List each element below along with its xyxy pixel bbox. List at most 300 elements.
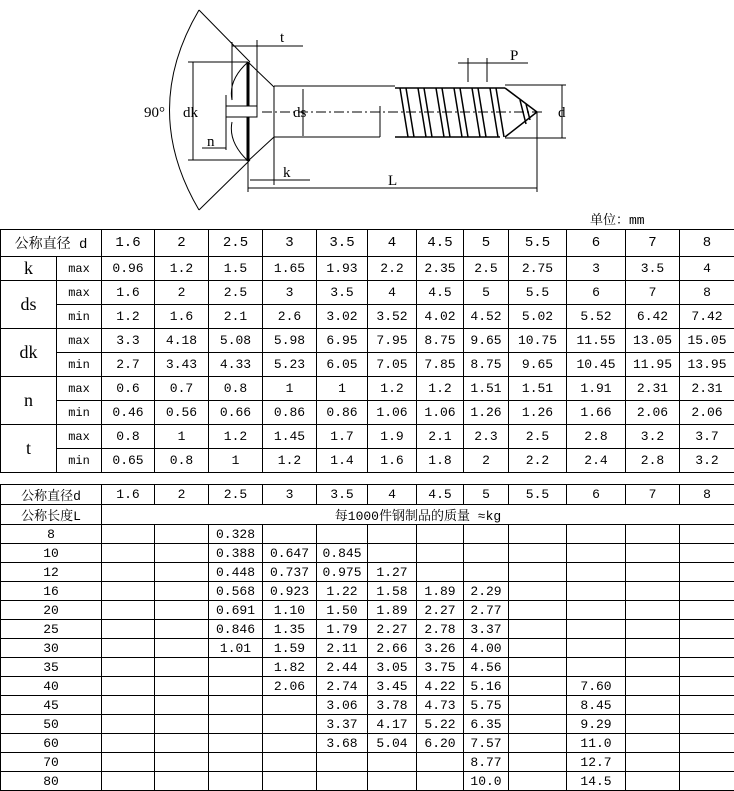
value-cell: 4.02 (417, 305, 464, 329)
value-cell: 1.66 (567, 401, 626, 425)
value-cell: 3.3 (102, 329, 155, 353)
value-cell: 7.95 (368, 329, 417, 353)
header-row (1, 230, 734, 257)
mass-cell (155, 563, 209, 582)
param-label: dk (1, 329, 57, 377)
table-row (1, 715, 734, 734)
mass-cell (209, 715, 263, 734)
value-cell: 1.8 (417, 449, 464, 473)
length-cell: 60 (1, 734, 102, 753)
value-cell: 1.51 (464, 377, 509, 401)
value-cell: 2 (155, 281, 209, 305)
value-cell: 0.8 (155, 449, 209, 473)
value-cell: 1.26 (509, 401, 567, 425)
table-row (1, 772, 734, 791)
table-row (1, 696, 734, 715)
mass-cell: 2.78 (417, 620, 464, 639)
length-cell: 8 (1, 525, 102, 544)
mass-cell (626, 658, 680, 677)
length-cell: 16 (1, 582, 102, 601)
mass-cell (155, 715, 209, 734)
mass-cell: 1.82 (263, 658, 317, 677)
param-label: k (1, 257, 57, 281)
mass-cell: 3.26 (417, 639, 464, 658)
mass-cell: 1.58 (368, 582, 417, 601)
mass-cell (368, 525, 417, 544)
value-cell: 2.06 (680, 401, 734, 425)
limit-label: min (57, 449, 102, 473)
mass-cell (102, 544, 155, 563)
mass-cell (209, 772, 263, 791)
value-cell: 9.65 (509, 353, 567, 377)
mass-cell (626, 582, 680, 601)
mass-cell (626, 525, 680, 544)
l-label: L (388, 173, 397, 189)
value-cell: 2.35 (417, 257, 464, 281)
value-cell: 3.5 (317, 281, 368, 305)
mass-cell (567, 525, 626, 544)
mass-cell (102, 753, 155, 772)
value-cell: 1 (263, 377, 317, 401)
length-cell: 50 (1, 715, 102, 734)
mass-cell: 3.45 (368, 677, 417, 696)
diameter-cell: 8 (680, 485, 734, 505)
mass-cell (567, 620, 626, 639)
value-cell: 0.46 (102, 401, 155, 425)
mass-cell (102, 563, 155, 582)
mass-cell (102, 620, 155, 639)
value-cell: 2.6 (263, 305, 317, 329)
mass-cell (263, 696, 317, 715)
value-cell: 0.86 (263, 401, 317, 425)
mass-cell: 1.22 (317, 582, 368, 601)
mass-cell (368, 772, 417, 791)
param-label: n (1, 377, 57, 425)
value-cell: 1.06 (368, 401, 417, 425)
value-cell: 4 (368, 281, 417, 305)
value-cell: 9.65 (464, 329, 509, 353)
value-cell: 0.66 (209, 401, 263, 425)
limit-label: max (57, 329, 102, 353)
mass-cell: 1.35 (263, 620, 317, 639)
diameter-cell: 7 (626, 230, 680, 257)
mass-cell (209, 696, 263, 715)
mass-cell (263, 753, 317, 772)
mass-cell (102, 715, 155, 734)
header-label: 公称直径 d (1, 230, 102, 257)
mass-cell: 2.66 (368, 639, 417, 658)
mass-cell (680, 696, 734, 715)
value-cell: 2.2 (509, 449, 567, 473)
header-row (1, 485, 734, 505)
mass-cell (263, 715, 317, 734)
slot (226, 106, 257, 117)
value-cell: 2.2 (368, 257, 417, 281)
mass-cell (155, 696, 209, 715)
mass-cell (567, 639, 626, 658)
value-cell: 1.93 (317, 257, 368, 281)
value-cell: 1.2 (417, 377, 464, 401)
mass-cell (509, 772, 567, 791)
mass-cell (102, 601, 155, 620)
mass-cell: 3.06 (317, 696, 368, 715)
value-cell: 2 (464, 449, 509, 473)
mass-cell (567, 658, 626, 677)
dimensions-table (0, 229, 734, 473)
unit-label: 单位：mm (590, 209, 645, 228)
diameter-cell: 2 (155, 230, 209, 257)
value-cell: 2.5 (509, 425, 567, 449)
length-cell: 25 (1, 620, 102, 639)
table-row (1, 281, 734, 305)
dk-label: dk (183, 105, 199, 121)
value-cell: 1.26 (464, 401, 509, 425)
mass-cell: 3.68 (317, 734, 368, 753)
value-cell: 3.02 (317, 305, 368, 329)
value-cell: 2.31 (626, 377, 680, 401)
mass-cell: 7.60 (567, 677, 626, 696)
mass-cell: 1.50 (317, 601, 368, 620)
diameter-cell: 6 (567, 485, 626, 505)
mass-cell (509, 639, 567, 658)
value-cell: 5.23 (263, 353, 317, 377)
value-cell: 2.8 (567, 425, 626, 449)
table-row (1, 753, 734, 772)
mass-cell: 1.01 (209, 639, 263, 658)
value-cell: 2.3 (464, 425, 509, 449)
mass-cell (417, 563, 464, 582)
table-row (1, 544, 734, 563)
mass-cell: 2.11 (317, 639, 368, 658)
value-cell: 1.7 (317, 425, 368, 449)
mass-cell (102, 639, 155, 658)
limit-label: max (57, 257, 102, 281)
mass-cell: 3.75 (417, 658, 464, 677)
mass-cell: 10.0 (464, 772, 509, 791)
mass-cell (680, 544, 734, 563)
table-row (1, 377, 734, 401)
value-cell: 5.02 (509, 305, 567, 329)
value-cell: 15.05 (680, 329, 734, 353)
value-cell: 2.1 (209, 305, 263, 329)
diameter-cell: 2.5 (209, 230, 263, 257)
angle-label: 90° (144, 105, 165, 121)
mass-cell (155, 677, 209, 696)
table-row (1, 329, 734, 353)
mass-cell (509, 715, 567, 734)
mass-cell: 5.22 (417, 715, 464, 734)
mass-cell (680, 677, 734, 696)
table-row (1, 658, 734, 677)
mass-cell (680, 715, 734, 734)
value-cell: 13.05 (626, 329, 680, 353)
mass-cell (263, 772, 317, 791)
mass-cell: 4.22 (417, 677, 464, 696)
mass-cell (209, 753, 263, 772)
mass-cell (209, 734, 263, 753)
mass-cell (102, 525, 155, 544)
mass-cell (509, 620, 567, 639)
length-cell: 80 (1, 772, 102, 791)
p-label: P (510, 48, 518, 64)
value-cell: 0.96 (102, 257, 155, 281)
value-cell: 1 (317, 377, 368, 401)
diameter-cell: 4.5 (417, 485, 464, 505)
value-cell: 0.86 (317, 401, 368, 425)
mass-cell: 6.35 (464, 715, 509, 734)
value-cell: 7 (626, 281, 680, 305)
value-cell: 7.85 (417, 353, 464, 377)
value-cell: 3 (263, 281, 317, 305)
mass-cell: 3.05 (368, 658, 417, 677)
mass-cell (102, 658, 155, 677)
diameter-cell: 6 (567, 230, 626, 257)
mass-cell: 3.78 (368, 696, 417, 715)
mass-cell (155, 772, 209, 791)
mass-cell (317, 525, 368, 544)
table-row (1, 582, 734, 601)
value-cell: 4.52 (464, 305, 509, 329)
mass-cell (464, 563, 509, 582)
value-cell: 1.2 (209, 425, 263, 449)
mass-cell (626, 563, 680, 582)
value-cell: 3.5 (626, 257, 680, 281)
limit-label: min (57, 353, 102, 377)
diameter-cell: 3.5 (317, 230, 368, 257)
param-label: ds (1, 281, 57, 329)
table-row (1, 734, 734, 753)
mass-cell: 5.16 (464, 677, 509, 696)
diameter-cell: 3 (263, 485, 317, 505)
value-cell: 2.31 (680, 377, 734, 401)
value-cell: 0.56 (155, 401, 209, 425)
mass-cell: 8.77 (464, 753, 509, 772)
value-cell: 10.45 (567, 353, 626, 377)
limit-label: min (57, 401, 102, 425)
limit-label: max (57, 281, 102, 305)
value-cell: 2.5 (464, 257, 509, 281)
mass-cell (509, 544, 567, 563)
mass-cell: 2.29 (464, 582, 509, 601)
value-cell: 7.42 (680, 305, 734, 329)
length-cell: 12 (1, 563, 102, 582)
value-cell: 1.2 (155, 257, 209, 281)
value-cell: 1.6 (368, 449, 417, 473)
limit-label: min (57, 305, 102, 329)
mass-cell: 8.45 (567, 696, 626, 715)
mass-cell (626, 601, 680, 620)
table-row (1, 563, 734, 582)
limit-label: max (57, 425, 102, 449)
mass-cell: 0.923 (263, 582, 317, 601)
mass-cell: 1.89 (368, 601, 417, 620)
mass-cell (368, 753, 417, 772)
mass-cell (626, 544, 680, 563)
mass-cell (155, 525, 209, 544)
value-cell: 1.45 (263, 425, 317, 449)
mass-cell (209, 677, 263, 696)
mass-cell (417, 772, 464, 791)
k-label: k (283, 165, 291, 181)
mass-cell (680, 734, 734, 753)
d-label: d (558, 105, 566, 121)
mass-cell (102, 772, 155, 791)
value-cell: 4 (680, 257, 734, 281)
mass-cell (102, 734, 155, 753)
table-row (1, 353, 734, 377)
diameter-cell: 5.5 (509, 485, 567, 505)
value-cell: 0.65 (102, 449, 155, 473)
table-row (1, 401, 734, 425)
value-cell: 2.7 (102, 353, 155, 377)
caption-row (1, 505, 734, 525)
mass-cell (567, 563, 626, 582)
mass-cell: 0.737 (263, 563, 317, 582)
value-cell: 11.95 (626, 353, 680, 377)
mass-cell: 14.5 (567, 772, 626, 791)
mass-cell (626, 715, 680, 734)
mass-cell (155, 753, 209, 772)
mass-cell (680, 772, 734, 791)
value-cell: 1.6 (155, 305, 209, 329)
value-cell: 3.52 (368, 305, 417, 329)
mass-cell (509, 677, 567, 696)
mass-cell (509, 601, 567, 620)
value-cell: 3 (567, 257, 626, 281)
diameter-cell: 8 (680, 230, 734, 257)
mass-cell: 7.57 (464, 734, 509, 753)
value-cell: 3.7 (680, 425, 734, 449)
value-cell: 5.08 (209, 329, 263, 353)
table-row (1, 639, 734, 658)
mass-cell (567, 544, 626, 563)
length-cell: 45 (1, 696, 102, 715)
value-cell: 5.98 (263, 329, 317, 353)
table-row (1, 525, 734, 544)
value-cell: 4.18 (155, 329, 209, 353)
mass-cell (680, 582, 734, 601)
mass-cell (567, 582, 626, 601)
mass-cell (680, 563, 734, 582)
param-label: t (1, 425, 57, 473)
mass-cell (626, 620, 680, 639)
length-cell: 40 (1, 677, 102, 696)
table-row (1, 449, 734, 473)
length-label: 公称长度L (1, 505, 102, 525)
mass-cell: 4.17 (368, 715, 417, 734)
mass-cell (155, 639, 209, 658)
value-cell: 1.6 (102, 281, 155, 305)
mass-cell: 4.56 (464, 658, 509, 677)
mass-cell (263, 734, 317, 753)
diameter-cell: 1.6 (102, 230, 155, 257)
mass-cell (263, 525, 317, 544)
value-cell: 1.2 (263, 449, 317, 473)
value-cell: 1.65 (263, 257, 317, 281)
value-cell: 3.43 (155, 353, 209, 377)
value-cell: 1.5 (209, 257, 263, 281)
mass-cell (368, 544, 417, 563)
mass-cell (155, 582, 209, 601)
mass-cell (417, 753, 464, 772)
value-cell: 10.75 (509, 329, 567, 353)
mass-cell (626, 753, 680, 772)
mass-cell (509, 696, 567, 715)
mass-cell (509, 525, 567, 544)
mass-cell (155, 544, 209, 563)
value-cell: 8.75 (464, 353, 509, 377)
mass-cell: 0.328 (209, 525, 263, 544)
mass-cell (509, 658, 567, 677)
mass-caption: 每1000件钢制品的质量 ≈kg (102, 505, 734, 525)
value-cell: 5 (464, 281, 509, 305)
value-cell: 3.2 (680, 449, 734, 473)
mass-cell (680, 753, 734, 772)
mass-cell (155, 658, 209, 677)
length-cell: 70 (1, 753, 102, 772)
mass-cell: 1.27 (368, 563, 417, 582)
diameter-cell: 2 (155, 485, 209, 505)
mass-cell: 5.75 (464, 696, 509, 715)
mass-cell: 12.7 (567, 753, 626, 772)
value-cell: 8.75 (417, 329, 464, 353)
mass-cell (680, 658, 734, 677)
mass-cell: 0.691 (209, 601, 263, 620)
mass-cell (509, 753, 567, 772)
mass-cell (155, 601, 209, 620)
diameter-cell: 1.6 (102, 485, 155, 505)
value-cell: 2.1 (417, 425, 464, 449)
diameter-cell: 5 (464, 230, 509, 257)
value-cell: 11.55 (567, 329, 626, 353)
mass-cell (155, 620, 209, 639)
value-cell: 1.06 (417, 401, 464, 425)
mass-cell: 0.846 (209, 620, 263, 639)
mass-cell: 2.77 (464, 601, 509, 620)
value-cell: 0.8 (102, 425, 155, 449)
t-label: t (280, 30, 285, 46)
mass-cell: 0.975 (317, 563, 368, 582)
mass-cell (567, 601, 626, 620)
mass-cell (680, 639, 734, 658)
mass-cell (509, 734, 567, 753)
header-label: 公称直径d (1, 485, 102, 505)
diameter-cell: 3.5 (317, 485, 368, 505)
mass-cell: 3.37 (317, 715, 368, 734)
mass-cell (626, 772, 680, 791)
value-cell: 1.4 (317, 449, 368, 473)
mass-cell (317, 772, 368, 791)
value-cell: 1.51 (509, 377, 567, 401)
diameter-cell: 5 (464, 485, 509, 505)
mass-cell (417, 544, 464, 563)
mass-cell (626, 677, 680, 696)
screw-drawing (0, 0, 734, 228)
mass-cell: 2.06 (263, 677, 317, 696)
limit-label: max (57, 377, 102, 401)
value-cell: 6 (567, 281, 626, 305)
mass-cell: 3.37 (464, 620, 509, 639)
mass-cell: 5.04 (368, 734, 417, 753)
mass-cell (626, 696, 680, 715)
value-cell: 8 (680, 281, 734, 305)
diameter-cell: 7 (626, 485, 680, 505)
table-row (1, 425, 734, 449)
mass-cell (155, 734, 209, 753)
table-row (1, 601, 734, 620)
value-cell: 0.6 (102, 377, 155, 401)
mass-cell: 11.0 (567, 734, 626, 753)
